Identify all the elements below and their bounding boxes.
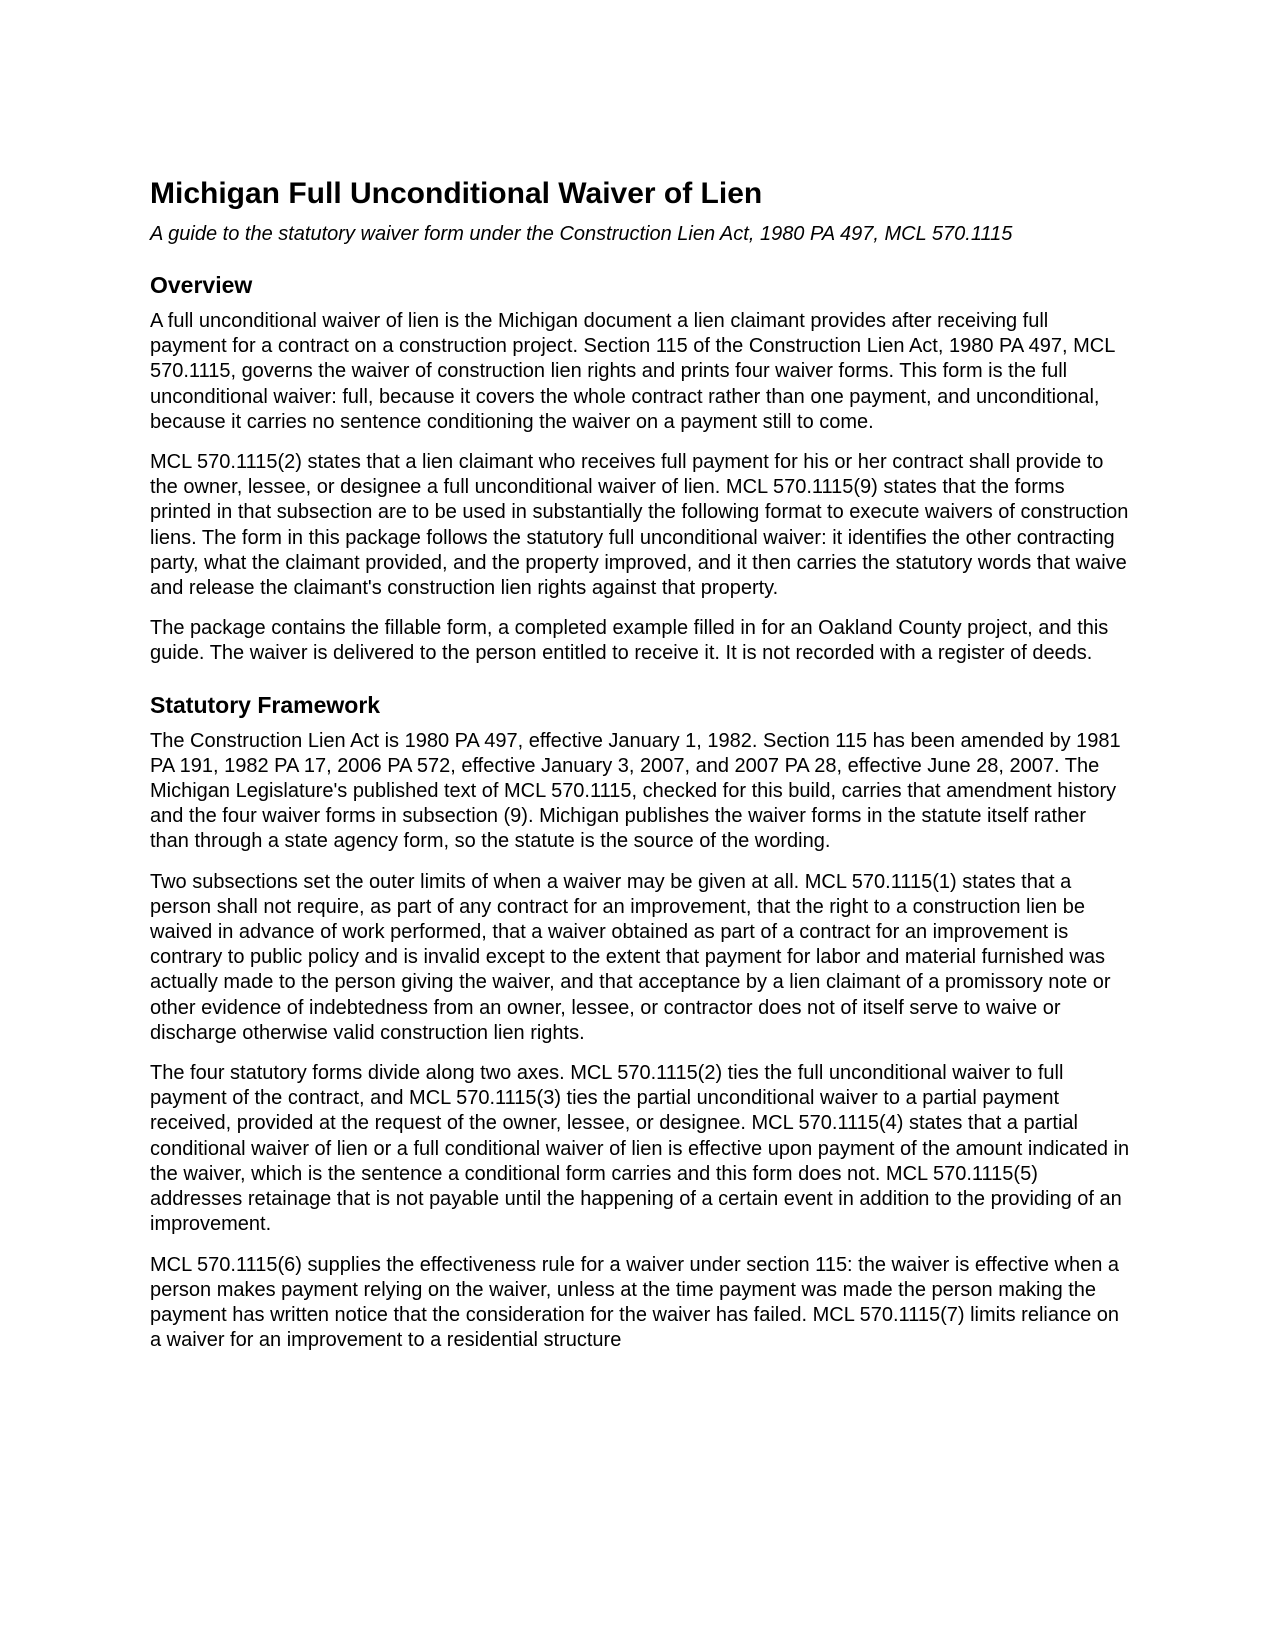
- framework-paragraph-4: MCL 570.1115(6) supplies the effectiveness rule for a waiver under section 115: the waiver is effective when a person makes payment relying on the waiver, unless at the time payment was made the person making the payment has written notice that the consideration for the waiver has failed. MCL 570.1115(7) limits reliance on a waiver for an improvement to a residential structure: [150, 1253, 1120, 1352]
- document-page: [150, 176, 1130, 1353]
- framework-paragraph-2: Two subsections set the outer limits of when a waiver may be given at all. MCL 570.1115(1) states that a person shall not require, as part of any contract for an improvement, that the right to a construction lien be waived in advance of work performed, that a waiver obtained as part of a contract for an improvement is contrary to public policy and is invalid except to the extent that payment for labor and material furnished was actually made to the person giving the waiver, and that acceptance by a lien claimant of a promissory note or other evidence of indebtedness from an owner, lessee, or contractor does not of itself serve to waive or discharge otherwise valid construction lien rights.: [150, 870, 1111, 1044]
- document-subtitle: A guide to the statutory waiver form under the Construction Lien Act, 1980 PA 497, MCL 570.1115: [150, 223, 1013, 245]
- document-title: Michigan Full Unconditional Waiver of Lien: [150, 177, 763, 210]
- framework-paragraph-1: The Construction Lien Act is 1980 PA 497, effective January 1, 1982. Section 115 has been amended by 1981 PA 191, 1982 PA 17, 2006 PA 572, effective January 3, 2007, and 2007 PA 28, effective June 28, 2007. The Michigan Legislature's published text of MCL 570.1115, checked for this build, carries that amendment history and the four waiver forms in subsection (9). Michigan publishes the waiver forms in the statute itself rather than through a state agency form, so the statute is the source of the wording.: [150, 729, 1121, 853]
- framework-paragraph-3: The four statutory forms divide along two axes. MCL 570.1115(2) ties the full unconditional waiver to full payment of the contract, and MCL 570.1115(3) ties the partial unconditional waiver to a partial payment received, provided at the request of the owner, lessee, or designee. MCL 570.1115(4) states that a partial conditional waiver of lien or a full conditional waiver of lien is effective upon payment of the amount indicated in the waiver, which is the sentence a conditional form carries and this form does not. MCL 570.1115(5) addresses retainage that is not payable until the happening of a certain event in addition to the providing of an improvement.: [150, 1062, 1130, 1236]
- overview-paragraph-3: The package contains the fillable form, a completed example filled in for an Oakland County project, and this guide. The waiver is delivered to the person entitled to receive it. It is not recorded with a register of deeds.: [150, 617, 1109, 665]
- section-heading-statutory-framework: Statutory Framework: [150, 691, 381, 718]
- overview-paragraph-1: A full unconditional waiver of lien is the Michigan document a lien claimant provides after receiving full payment for a contract on a construction project. Section 115 of the Construction Lien Act, 1980 PA 497, MCL 570.1115, governs the waiver of construction lien rights and prints four waiver forms. This form is the full unconditional waiver: full, because it covers the whole contract rather than one payment, and unconditional, because it carries no sentence conditioning the waiver on a payment still to come.: [150, 310, 1115, 433]
- section-heading-overview: Overview: [150, 272, 253, 298]
- overview-paragraph-2: MCL 570.1115(2) states that a lien claimant who receives full payment for his or her contract shall provide to the owner, lessee, or designee a full unconditional waiver of lien. MCL 570.1115(9) states that the forms printed in that subsection are to be used in substantially the following format to execute waivers of construction liens. The form in this package follows the statutory full unconditional waiver: it identifies the other contracting party, what the claimant provided, and the property improved, and it then carries the statutory words that waive and release the claimant's construction lien rights against that property.: [150, 451, 1129, 600]
